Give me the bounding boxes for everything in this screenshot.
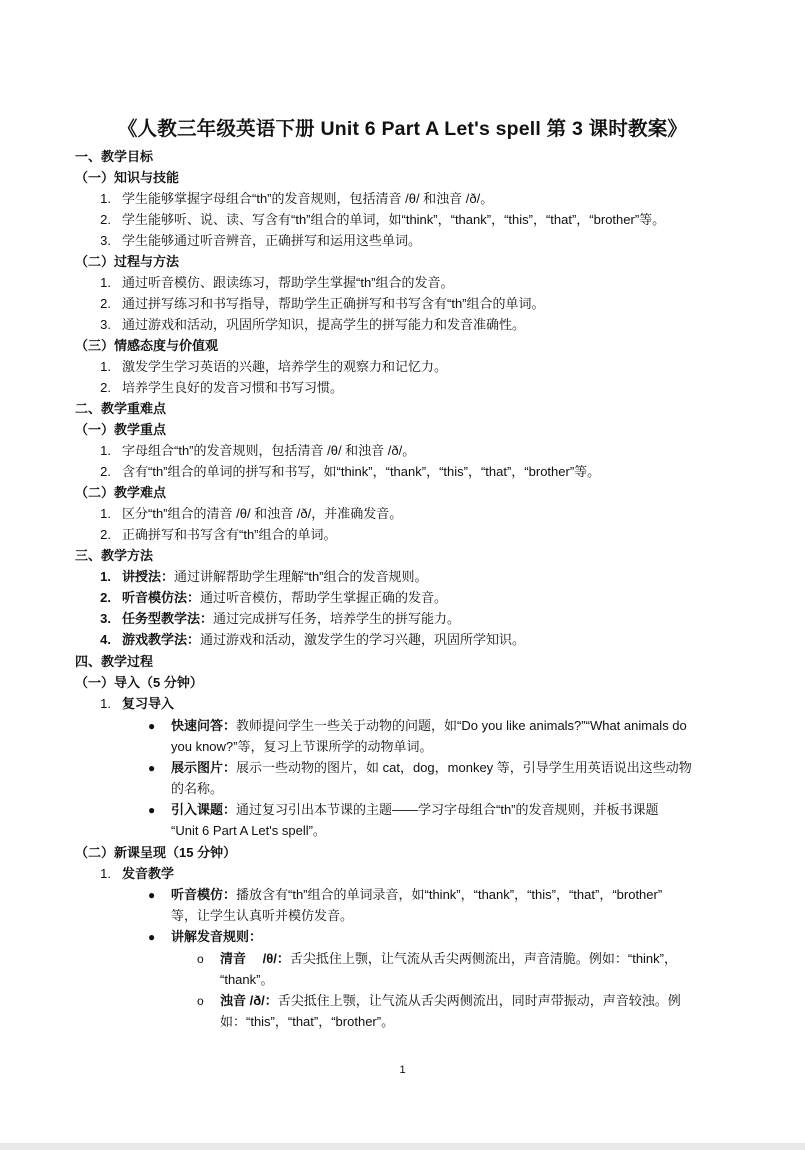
- list-item: 通过拼写练习和书写指导，帮助学生正确拼写和书写含有“th”组合的单词。: [122, 296, 545, 311]
- list-number: 2.: [100, 590, 111, 605]
- method-label: 游戏教学法：: [122, 632, 201, 647]
- list-number: 1.: [100, 359, 111, 374]
- list-number: 2.: [100, 464, 111, 479]
- page-number: 1: [399, 1064, 406, 1076]
- list-number: 3.: [100, 233, 111, 248]
- list-item: 激发学生学习英语的兴趣，培养学生的观察力和记忆力。: [122, 359, 448, 374]
- list-item: [122, 611, 460, 627]
- bullet-text: 通过复习引出本节课的主题——学习字母组合“th”的发音规则，并板书课题: [236, 802, 659, 817]
- sub-bullet-label: 清音 /θ/：: [220, 951, 290, 966]
- list-item: 字母组合“th”的发音规则，包括清音 /θ/ 和浊音 /ð/。: [122, 443, 416, 458]
- list-item: 含有“th”组合的单词的拼写和书写，如“think”，“thank”，“this”，“that”，“brother”等。: [122, 464, 601, 479]
- method-label: 讲授法：: [122, 569, 175, 584]
- bullet-icon: ●: [148, 803, 156, 817]
- bullet-text: 播放含有“th”组合的单词录音，如“think”，“thank”，“this”，“that”，“brother”: [236, 887, 663, 902]
- bullet-icon: ●: [148, 930, 156, 944]
- list-item: 学生能够掌握字母组合“th”的发音规则，包括清音 /θ/ 和浊音 /ð/。: [122, 191, 494, 206]
- bullet-continuation: you know?”等，复习上节课所学的动物单词。: [171, 739, 433, 754]
- section-heading: 一、教学目标: [75, 149, 154, 164]
- sub-bullet-continuation: 如：“this”，“that”，“brother”。: [220, 1014, 395, 1029]
- circle-bullet-icon: o: [197, 994, 204, 1008]
- subsection-heading: （一）教学重点: [75, 422, 167, 437]
- circle-bullet-icon: o: [197, 952, 204, 966]
- bullet-continuation: 等，让学生认真听并模仿发音。: [171, 908, 354, 923]
- sub-bullet-label: 浊音 /ð/：: [220, 993, 278, 1008]
- list-item: 区分“th”组合的清音 /θ/ 和浊音 /ð/，并准确发音。: [122, 506, 403, 521]
- bullet-continuation: “Unit 6 Part A Let's spell”。: [171, 823, 326, 838]
- bullet-continuation: 的名称。: [171, 781, 224, 796]
- bullet-item: [171, 760, 692, 776]
- bullet-text: 教师提问学生一些关于动物的问题，如“Do you like animals?”“What animals do: [236, 718, 687, 733]
- method-label: 听音模仿法：: [122, 590, 201, 605]
- bullet-icon: ●: [148, 888, 156, 902]
- list-item: 正确拼写和书写含有“th”组合的单词。: [122, 527, 337, 542]
- method-label: 任务型教学法：: [122, 611, 214, 626]
- list-number: 1.: [100, 275, 111, 290]
- bullet-icon: ●: [148, 719, 156, 733]
- section-heading: 二、教学重难点: [75, 401, 167, 416]
- list-number: 1.: [100, 696, 111, 711]
- list-number: 1.: [100, 569, 111, 584]
- sub-bullet-item: [220, 993, 681, 1009]
- subsection-heading: （一）导入（5 分钟）: [75, 675, 203, 690]
- section-heading: 三、教学方法: [75, 548, 154, 563]
- list-item: 发音教学: [122, 866, 175, 881]
- list-number: 3.: [100, 317, 111, 332]
- bullet-label: 引入课题：: [171, 802, 237, 817]
- list-item: 培养学生良好的发音习惯和书写习惯。: [122, 380, 344, 395]
- sub-bullet-text: 舌尖抵住上颚，让气流从舌尖两侧流出，同时声带振动，声音较浊。例: [277, 993, 681, 1008]
- subsection-heading: （二）过程与方法: [75, 254, 180, 269]
- method-text: 通过游戏和活动，激发学生的学习兴趣，巩固所学知识。: [200, 632, 526, 647]
- sub-bullet-continuation: “thank”。: [220, 972, 274, 987]
- bullet-label: 展示图片：: [171, 760, 237, 775]
- bullet-label: 听音模仿：: [171, 887, 237, 902]
- sub-bullet-item: [220, 951, 677, 967]
- page-title: 《人教三年级英语下册 Unit 6 Part A Let's spell 第 3 课时教案》: [117, 118, 688, 140]
- list-item: [122, 632, 525, 648]
- list-number: 2.: [100, 296, 111, 311]
- list-number: 2.: [100, 212, 111, 227]
- list-item: [122, 569, 428, 585]
- subsection-heading: （一）知识与技能: [75, 170, 180, 185]
- list-item: 学生能够通过听音辨音，正确拼写和运用这些单词。: [122, 233, 422, 248]
- method-text: 通过听音模仿，帮助学生掌握正确的发音。: [200, 590, 448, 605]
- list-item: 通过听音模仿、跟读练习，帮助学生掌握“th”组合的发音。: [122, 275, 454, 290]
- bullet-item: [171, 887, 662, 903]
- list-number: 1.: [100, 191, 111, 206]
- list-number: 3.: [100, 611, 111, 626]
- list-item: 学生能够听、说、读、写含有“th”组合的单词，如“think”，“thank”，“this”，“that”，“brother”等。: [122, 212, 666, 227]
- section-heading: 四、教学过程: [75, 654, 154, 669]
- bullet-item: 讲解发音规则：: [171, 929, 263, 944]
- method-text: 通过讲解帮助学生理解“th”组合的发音规则。: [174, 569, 428, 584]
- list-item: 通过游戏和活动，巩固所学知识，提高学生的拼写能力和发音准确性。: [122, 317, 526, 332]
- bullet-item: [171, 802, 659, 818]
- sub-bullet-text: 舌尖抵住上颚，让气流从舌尖两侧流出，声音清脆。例如：“think”，: [289, 951, 677, 966]
- subsection-heading: （二）新课呈现（15 分钟）: [75, 845, 237, 860]
- list-item: 复习导入: [122, 696, 175, 711]
- bullet-item: [171, 718, 687, 734]
- method-text: 通过完成拼写任务，培养学生的拼写能力。: [213, 611, 461, 626]
- list-number: 2.: [100, 380, 111, 395]
- bullet-icon: ●: [148, 761, 156, 775]
- list-item: [122, 590, 447, 606]
- list-number: 1.: [100, 866, 111, 881]
- list-number: 1.: [100, 443, 111, 458]
- subsection-heading: （二）教学难点: [75, 485, 167, 500]
- list-number: 4.: [100, 632, 111, 647]
- list-number: 1.: [100, 506, 111, 521]
- bullet-label: 快速问答：: [171, 718, 237, 733]
- subsection-heading: （三）情感态度与价值观: [75, 338, 219, 353]
- list-number: 2.: [100, 527, 111, 542]
- bullet-text: 展示一些动物的图片，如 cat，dog，monkey 等，引导学生用英语说出这些动物: [236, 760, 692, 775]
